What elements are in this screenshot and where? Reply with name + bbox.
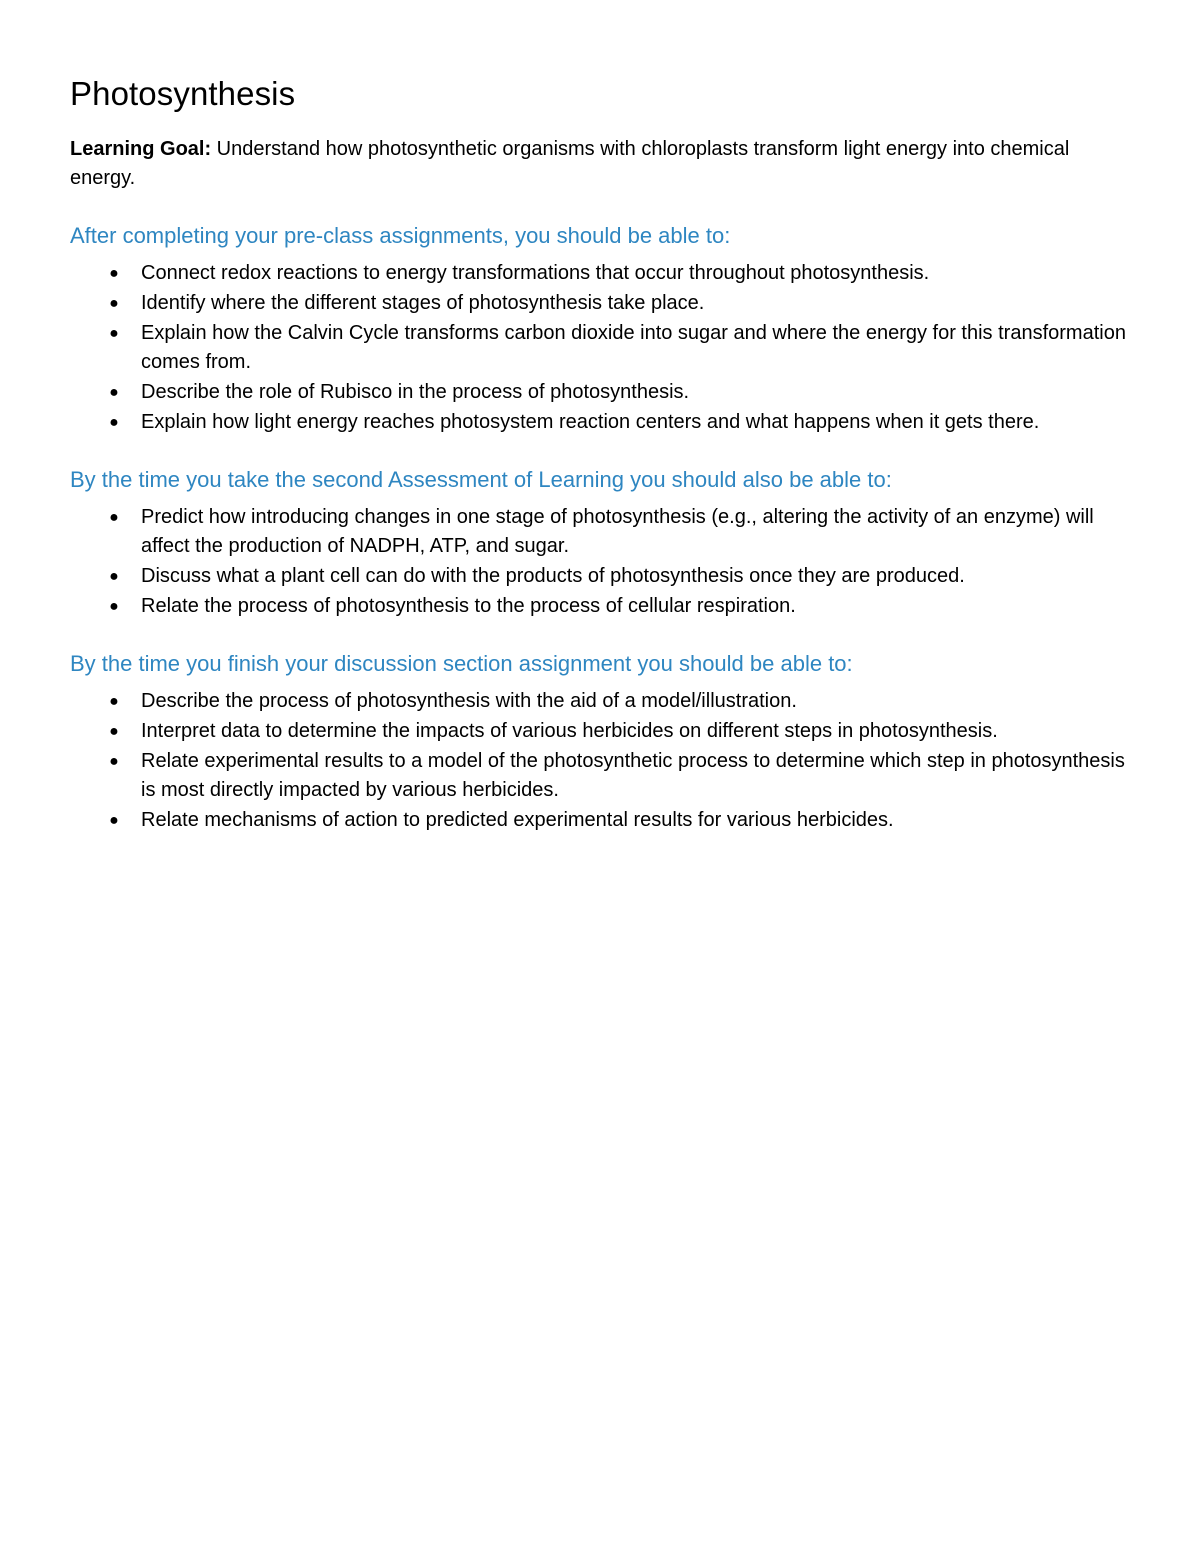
list-item [70,289,1130,318]
list-item [70,562,1130,591]
objectives-section [70,221,1130,437]
objectives-list [70,503,1130,621]
learning-goal [70,135,1130,193]
learning-goal-label: Learning Goal: [70,138,212,160]
list-item-text: Predict how introducing changes in one stage of photosynthesis (e.g., altering the activity of an enzyme) will affect the production of NADPH, ATP, and sugar. [141,506,1094,557]
list-item-text: Describe the role of Rubisco in the process of photosynthesis. [141,381,690,403]
list-item-text: Relate the process of photosynthesis to the process of cellular respiration. [141,595,796,617]
list-item [70,408,1130,437]
list-item-text: Discuss what a plant cell can do with the products of photosynthesis once they are produced. [141,565,965,587]
bullet-icon: ● [109,693,119,710]
bullet-icon: ● [109,384,119,401]
learning-goal-text: Understand how photosynthetic organisms with chloroplasts transform light energy into chemical energy. [70,138,1070,189]
bullet-icon: ● [109,414,119,431]
objectives-section [70,649,1130,835]
bullet-icon: ● [109,568,119,585]
section-heading: By the time you finish your discussion section assignment you should be able to: [70,651,853,676]
list-item [70,806,1130,835]
list-item [70,717,1130,746]
list-item-text: Identify where the different stages of photosynthesis take place. [141,292,705,314]
bullet-icon: ● [109,723,119,740]
list-item [70,259,1130,288]
objectives-section [70,465,1130,621]
bullet-icon: ● [109,509,119,526]
list-item [70,378,1130,407]
bullet-icon: ● [109,295,119,312]
objectives-list [70,259,1130,437]
list-item [70,503,1130,561]
list-item-text: Explain how the Calvin Cycle transforms carbon dioxide into sugar and where the energy for this transformation comes from. [141,322,1126,373]
objectives-list [70,687,1130,835]
document-page [70,72,1130,836]
bullet-icon: ● [109,325,119,342]
list-item-text: Connect redox reactions to energy transformations that occur throughout photosynthesis. [141,262,930,284]
page-title: Photosynthesis [70,75,296,112]
list-item [70,687,1130,716]
section-heading: After completing your pre-class assignments, you should be able to: [70,223,731,248]
list-item-text: Explain how light energy reaches photosystem reaction centers and what happens when it gets there. [141,411,1040,433]
list-item-text: Interpret data to determine the impacts of various herbicides on different steps in photosynthesis. [141,720,998,742]
list-item [70,592,1130,621]
list-item-text: Relate mechanisms of action to predicted experimental results for various herbicides. [141,809,894,831]
list-item-text: Describe the process of photosynthesis with the aid of a model/illustration. [141,690,797,712]
bullet-icon: ● [109,598,119,615]
objectives-sections [70,221,1130,835]
bullet-icon: ● [109,812,119,829]
list-item [70,319,1130,377]
section-heading: By the time you take the second Assessment of Learning you should also be able to: [70,467,892,492]
list-item [70,747,1130,805]
list-item-text: Relate experimental results to a model of the photosynthetic process to determine which step in photosynthesis is most directly impacted by various herbicides. [141,750,1125,801]
bullet-icon: ● [109,265,119,282]
bullet-icon: ● [109,753,119,770]
